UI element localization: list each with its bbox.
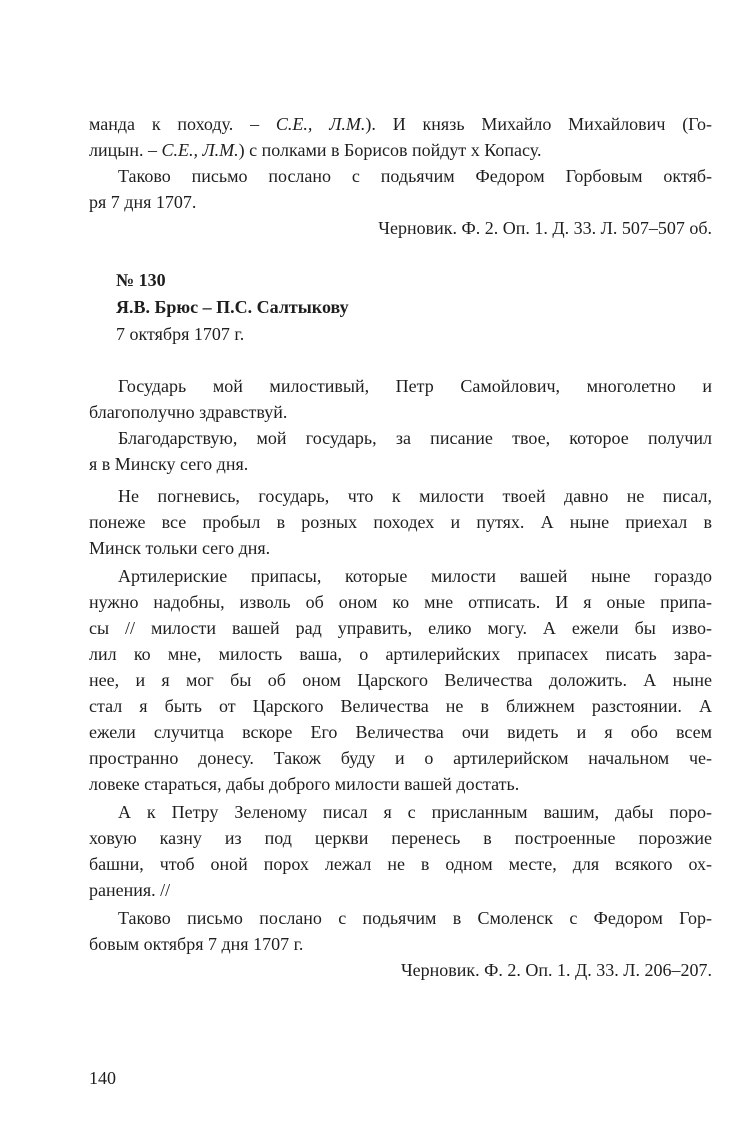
editor-initials: С.Е., Л.М.	[275, 114, 366, 134]
text-line: Не погневись, государь, что к милости твоей давно не писал,	[118, 486, 712, 506]
text-line: ря 7 дня 1707.	[89, 192, 197, 212]
document-date: 7 октября 1707 г.	[116, 324, 245, 344]
text-line: нужно надобны, изволь об оном ко мне отписать. И я оные припа-	[89, 592, 712, 612]
text-line: стал я быть от Царского Величества не в ближнем разстоянии. А	[89, 696, 712, 716]
text-line: Минск тольки сего дня.	[89, 538, 271, 558]
text-line	[89, 137, 541, 163]
text-line: Благодарствую, мой государь, за писание твое, которое получил	[118, 428, 712, 448]
text-line: сы // милости вашей рад управить, елико могу. А ежели бы изво-	[89, 618, 712, 638]
text-line: Таково письмо послано с подьячим в Смоленск с Федором Гор-	[118, 908, 712, 928]
text-line	[89, 111, 712, 137]
text-line: бовым октября 7 дня 1707 г.	[89, 934, 304, 954]
document-title: Я.В. Брюс – П.С. Салтыкову	[116, 297, 349, 317]
text-fragment: ). И князь Михайло Михайлович (Го-	[365, 114, 712, 134]
text-line: ранения. //	[89, 880, 171, 900]
text-line: понеже все пробыл в розных походех и путях. А ныне приехал в	[89, 512, 712, 532]
text-line: я в Минску сего дня.	[89, 454, 249, 474]
text-line: башни, чтоб оной порох лежал не в одном месте, для всякого ох-	[89, 854, 712, 874]
text-fragment: лицын. –	[89, 140, 162, 160]
text-fragment: ) с полками в Борисов пойдут х Копасу.	[238, 140, 542, 160]
text-line: нее, и я мог бы об оном Царского Величества доложить. А ныне	[89, 670, 712, 690]
editor-initials: С.Е., Л.М.	[161, 140, 239, 160]
text-fragment: манда к походу. –	[89, 114, 276, 134]
text-line: благополучно здравствуй.	[89, 402, 288, 422]
text-line: ловеке стараться, дабы доброго милости вашей достать.	[89, 774, 520, 794]
text-line: А к Петру Зеленому писал я с присланным вашим, дабы поро-	[118, 802, 712, 822]
text-line: пространно донесу. Також буду и о артилерийском начальном че-	[89, 748, 712, 768]
text-line: Артилериские припасы, которые милости вашей ныне гораздо	[118, 566, 712, 586]
text-line: ховую казну из под церкви перенесь в построенные порозжие	[89, 828, 712, 848]
archive-reference: Черновик. Ф. 2. Оп. 1. Д. 33. Л. 206–207.	[400, 960, 712, 980]
text-line: лил ко мне, милость ваша, о артилерийских припасех писать зара-	[89, 644, 712, 664]
page-number: 140	[89, 1068, 116, 1088]
text-line: ежели случитца вскоре Его Величества очи видеть и я обо всем	[89, 722, 712, 742]
archive-reference: Черновик. Ф. 2. Оп. 1. Д. 33. Л. 507–507 об.	[378, 218, 712, 238]
text-line: Государь мой милостивый, Петр Самойлович, многолетно и	[118, 376, 712, 396]
text-line: Таково письмо послано с подьячим Федором Горбовым октяб-	[118, 166, 712, 186]
document-number: № 130	[116, 270, 166, 290]
